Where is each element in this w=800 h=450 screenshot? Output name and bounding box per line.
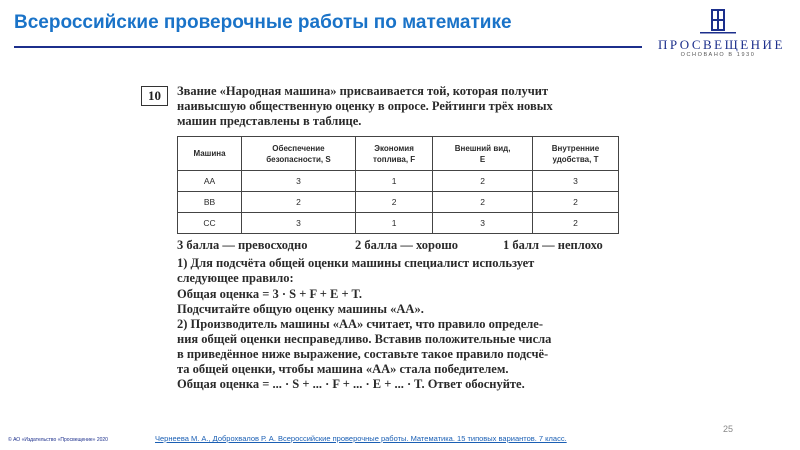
- scale-good: 2 балла — хорошо: [355, 238, 459, 252]
- table-cell: 2: [433, 171, 533, 192]
- table-row: [178, 192, 619, 213]
- task-body-line: 1) Для подсчёта общей оценки машины специалист использует: [177, 256, 535, 270]
- table-cell: СС: [178, 213, 242, 234]
- task-intro-line: наивысшую общественную оценку в опросе. Рейтинги трёх новых: [177, 99, 553, 113]
- task-formula-line: Общая оценка = 3 · S + F + E + T.: [177, 287, 363, 301]
- table-cell: ВВ: [178, 192, 242, 213]
- title-divider: [14, 46, 642, 48]
- task-body-line: та общей оценки, чтобы машина «АА» стала победителем.: [177, 362, 509, 376]
- task-number-box: 10: [141, 86, 168, 106]
- publisher-founded: ОСНОВАНО В 1930: [680, 52, 756, 58]
- table-cell: 2: [532, 192, 618, 213]
- task-intro-line: машин представлены в таблице.: [177, 114, 362, 128]
- table-cell: 3: [433, 213, 533, 234]
- table-cell: 2: [532, 213, 618, 234]
- publisher-name: ПРОСВЕЩЕНИЕ: [658, 37, 785, 52]
- task-formula-line: Общая оценка = ... · S + ... · F + ... · E + ... · T. Ответ обоснуйте.: [177, 377, 525, 391]
- source-link[interactable]: Чернеева М. А., Доброхвалов Р. А. Всероссийские проверочные работы. Математика. 15 типовых вариантов. 7 класс.: [155, 434, 567, 443]
- table-row: [178, 213, 619, 234]
- header-safety: Обеспечение безопасности, S: [242, 137, 356, 171]
- copyright-text: © АО «Издательство «Просвещение» 2020: [8, 437, 108, 443]
- table-cell: 2: [242, 192, 356, 213]
- table-cell: 2: [433, 192, 533, 213]
- slide-title: Всероссийские проверочные работы по математике: [14, 12, 512, 33]
- task-body-line: Подсчитайте общую оценку машины «АА».: [177, 302, 424, 316]
- header-fuel: Экономия топлива, F: [355, 137, 432, 171]
- page-number: 25: [723, 424, 734, 434]
- task-body-line: следующее правило:: [177, 271, 294, 285]
- task-body-line: ния общей оценки несправедливо. Вставив положительные числа: [177, 332, 552, 346]
- table-cell: 2: [355, 192, 432, 213]
- table-cell: 3: [242, 171, 356, 192]
- scale-excellent: 3 балла — превосходно: [177, 238, 308, 252]
- ratings-table: [177, 136, 619, 234]
- table-cell: АА: [178, 171, 242, 192]
- table-row: [178, 171, 619, 192]
- task-intro-line: Звание «Народная машина» присваивается той, которая получит: [177, 84, 549, 98]
- scale-fair: 1 балл — неплохо: [503, 238, 603, 252]
- table-cell: 3: [242, 213, 356, 234]
- task-body-line: в приведённое ниже выражение, составьте такое правило подсчё-: [177, 347, 549, 361]
- table-header-row: [178, 137, 619, 171]
- table-cell: 1: [355, 171, 432, 192]
- task-body-line: 2) Производитель машины «АА» считает, что правило определе-: [177, 317, 544, 331]
- publisher-emblem-icon: [698, 8, 738, 34]
- table-cell: 3: [532, 171, 618, 192]
- header-appearance: Внешний вид, E: [433, 137, 533, 171]
- header-car: Машина: [178, 137, 242, 171]
- table-cell: 1: [355, 213, 432, 234]
- header-comfort: Внутренние удобства, T: [532, 137, 618, 171]
- publisher-logo: [658, 8, 785, 60]
